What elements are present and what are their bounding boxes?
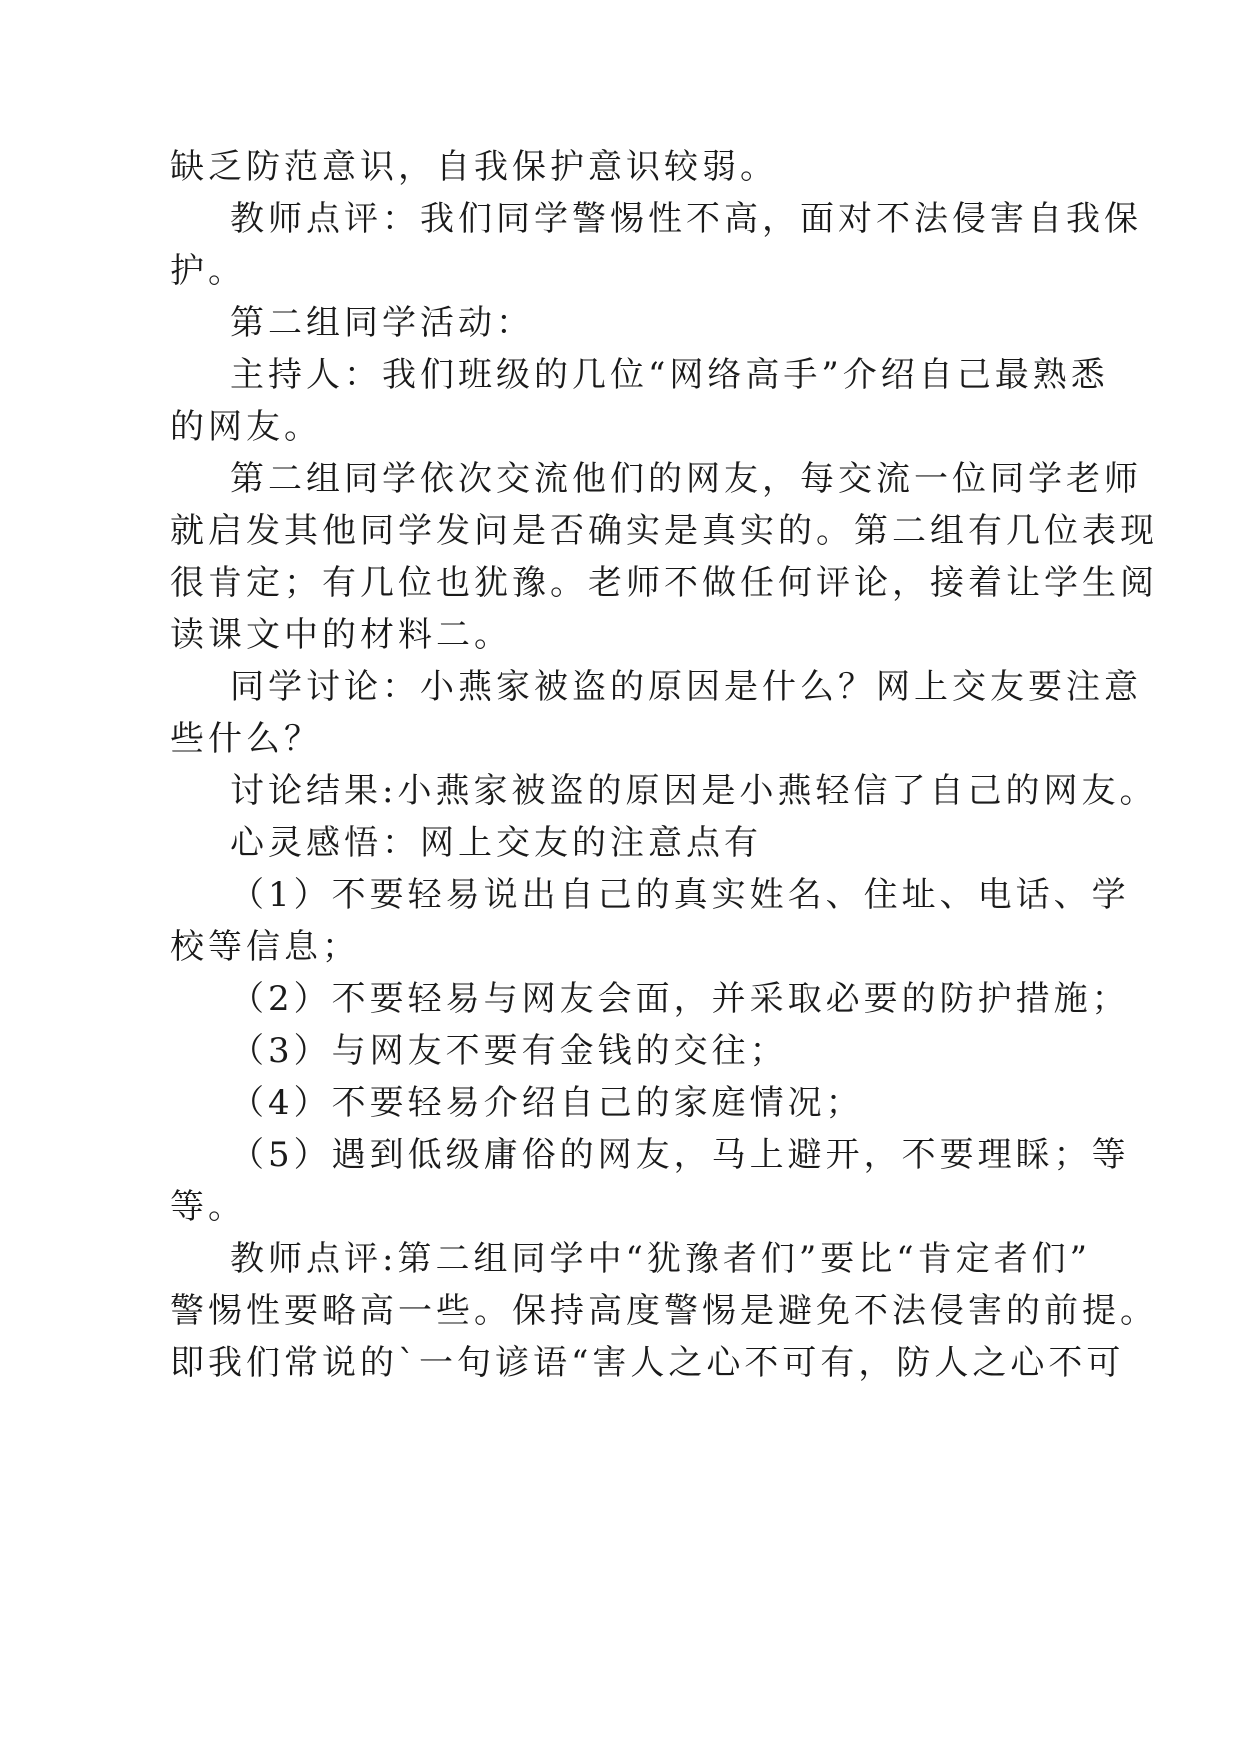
text-line: 心灵感悟：网上交友的注意点有 [230, 823, 762, 863]
text-line: 读课文中的材料二。 [170, 615, 512, 655]
text-line: 同学讨论：小燕家被盗的原因是什么？网上交友要注意 [230, 667, 1142, 707]
text-line: （1）不要轻易说出自己的真实姓名、住址、电话、学 [230, 875, 1130, 915]
text-line: 缺乏防范意识，自我保护意识较弱。 [170, 147, 778, 187]
text-line: 主持人：我们班级的几位“网络高手”介绍自己最熟悉 [230, 355, 1109, 395]
text-line: （5）遇到低级庸俗的网友，马上避开，不要理睬；等 [230, 1135, 1130, 1175]
text-line: 第二组同学活动： [230, 303, 534, 343]
text-line: （4）不要轻易介绍自己的家庭情况； [230, 1083, 864, 1123]
text-line: （3）与网友不要有金钱的交往； [230, 1031, 788, 1071]
text-line: 就启发其他同学发问是否确实是真实的。第二组有几位表现 [170, 511, 1158, 551]
text-line: 教师点评:第二组同学中“犹豫者们”要比“肯定者们” [230, 1239, 1091, 1279]
text-line: 警惕性要略高一些。保持高度警惕是避免不法侵害的前提。 [170, 1291, 1158, 1331]
text-line: 第二组同学依次交流他们的网友，每交流一位同学老师 [230, 459, 1142, 499]
text-line: 校等信息； [170, 927, 360, 967]
text-line: 教师点评：我们同学警惕性不高，面对不法侵害自我保 [230, 199, 1142, 239]
text-line: 很肯定；有几位也犹豫。老师不做任何评论，接着让学生阅 [170, 563, 1158, 603]
text-line: 即我们常说的`一句谚语“害人之心不可有，防人之心不可 [170, 1343, 1125, 1383]
text-line: 讨论结果:小燕家被盗的原因是小燕轻信了自己的网友。 [230, 771, 1158, 811]
text-line: 等。 [170, 1187, 246, 1227]
text-line: 的网友。 [170, 407, 322, 447]
text-line: 些什么？ [170, 719, 322, 759]
text-line: （2）不要轻易与网友会面，并采取必要的防护措施； [230, 979, 1130, 1019]
text-line: 护。 [170, 251, 246, 291]
